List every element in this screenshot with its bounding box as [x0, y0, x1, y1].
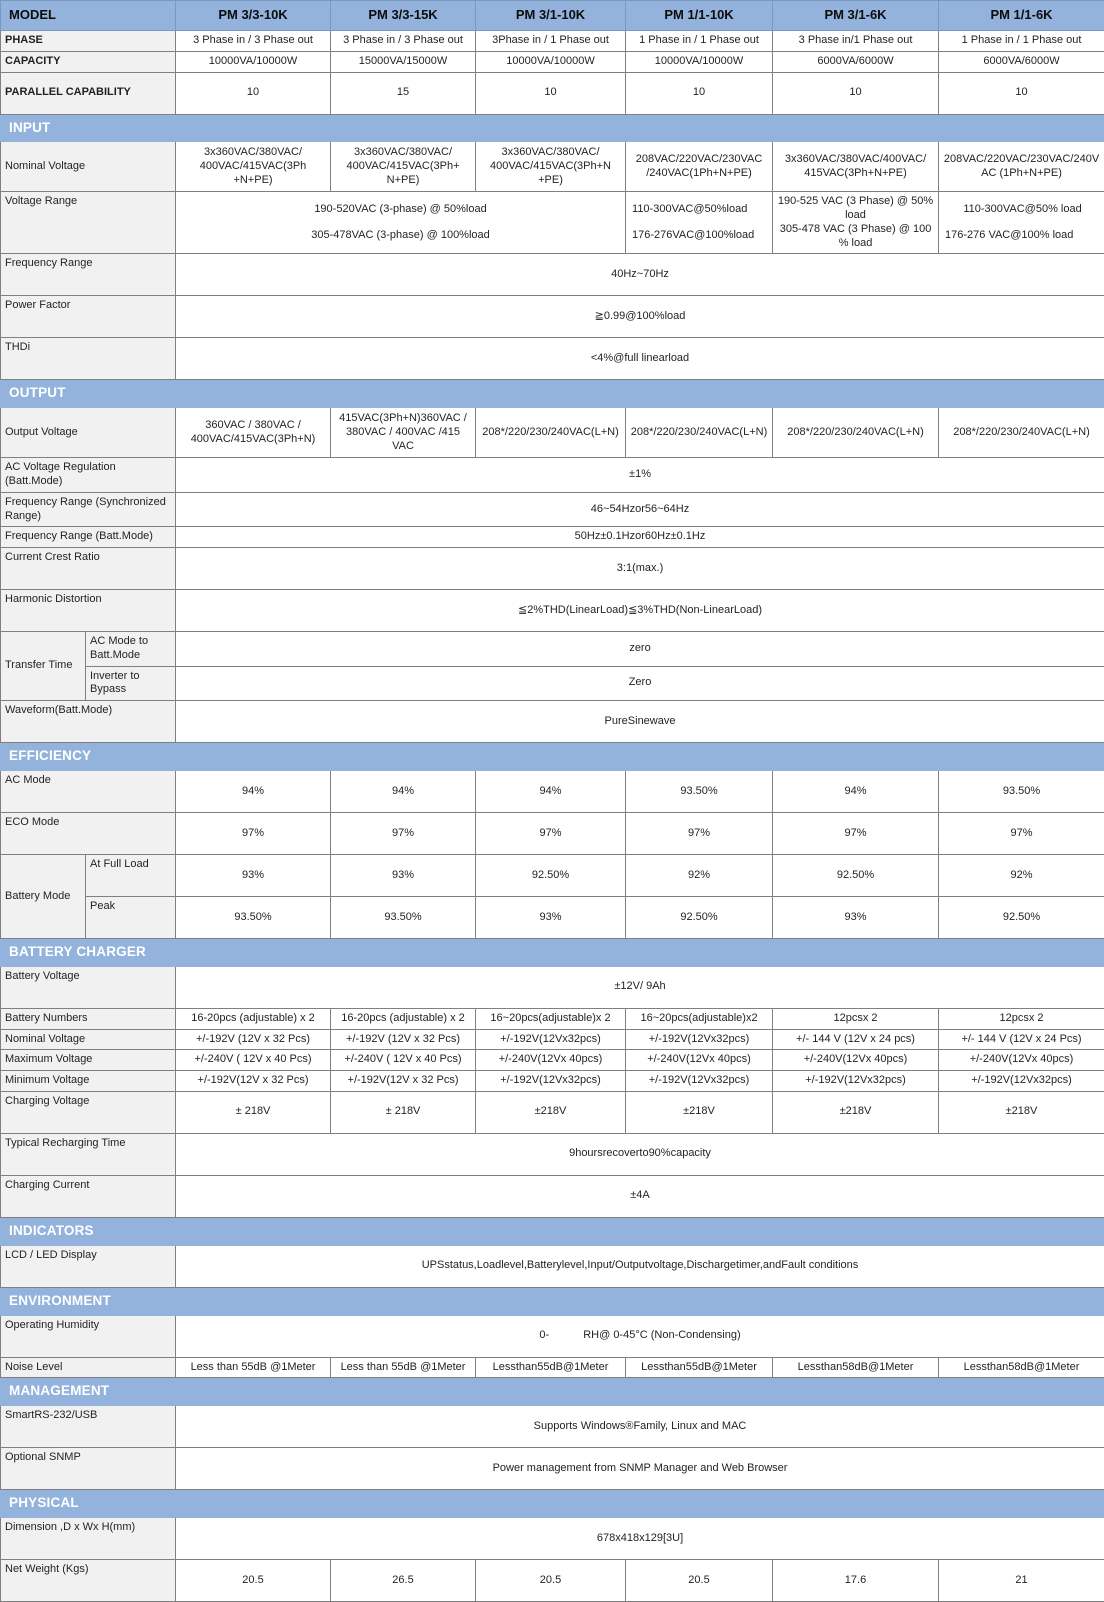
row-label-charging-current: Charging Current: [1, 1175, 176, 1217]
table-row-net-weight: [1, 1560, 1104, 1602]
cell-battery-maximum-voltage-5: +/-240V(12Vx 40pcs): [939, 1050, 1104, 1071]
cell-battery-nominal-voltage-4: +/- 144 V (12V x 24 pcs): [773, 1029, 939, 1050]
cell-thdi: <4%@full linearload: [176, 338, 1104, 380]
cell-peak-1: 93.50%: [331, 896, 476, 938]
table-row-frequency-sync: [1, 492, 1104, 527]
model-header-pm31-6k: PM 3/1-6K: [773, 1, 939, 31]
voltage-range-c5-100: 305-478 VAC (3 Phase) @ 100 % load: [777, 223, 934, 251]
cell-operating-humidity: [176, 1315, 1104, 1357]
cell-output-voltage-2: 208*/220/230/240VAC(L+N): [476, 408, 626, 458]
row-sublabel-ac-to-batt: AC Mode to Batt.Mode: [86, 632, 176, 667]
cell-transfer-ac-to-batt: zero: [176, 632, 1104, 667]
humidity-suffix: RH@ 0-45°C (Non-Condensing): [583, 1329, 740, 1341]
table-row-phase: [1, 31, 1104, 52]
cell-voltage-range-c6: [939, 192, 1104, 254]
cell-nominal-voltage-0: 3x360VAC/380VAC/ 400VAC/415VAC(3Ph +N+PE): [176, 142, 331, 192]
table-row-battery-voltage: [1, 966, 1104, 1008]
model-header-cell: MODEL: [1, 1, 176, 31]
cell-noise-level-2: Lessthan55dB@1Meter: [476, 1357, 626, 1378]
cell-output-voltage-5: 208*/220/230/240VAC(L+N): [939, 408, 1104, 458]
cell-eco-mode-2: 97%: [476, 812, 626, 854]
table-row-frequency-batt: [1, 527, 1104, 548]
cell-parallel-1: 15: [331, 72, 476, 114]
cell-battery-maximum-voltage-0: +/-240V ( 12V x 40 Pcs): [176, 1050, 331, 1071]
cell-eco-mode-5: 97%: [939, 812, 1104, 854]
cell-harmonic-distortion: ≦2%THD(LinearLoad)≦3%THD(Non-LinearLoad): [176, 590, 1104, 632]
cell-parallel-4: 10: [773, 72, 939, 114]
section-title-input: INPUT: [1, 114, 1104, 142]
voltage-range-c4-100: 176-276VAC@100%load: [632, 229, 768, 243]
cell-noise-level-0: Less than 55dB @1Meter: [176, 1357, 331, 1378]
cell-ac-mode-4: 94%: [773, 770, 939, 812]
cell-capacity-3: 10000VA/10000W: [626, 51, 773, 72]
cell-phase-5: 1 Phase in / 1 Phase out: [939, 31, 1104, 52]
cell-dimension: 678x418x129[3U]: [176, 1518, 1104, 1560]
cell-at-full-load-1: 93%: [331, 854, 476, 896]
table-row-battery-numbers: [1, 1008, 1104, 1029]
section-header-output: [1, 380, 1104, 408]
cell-battery-maximum-voltage-2: +/-240V(12Vx 40pcs): [476, 1050, 626, 1071]
cell-battery-numbers-2: 16~20pcs(adjustable)x 2: [476, 1008, 626, 1029]
cell-battery-minimum-voltage-2: +/-192V(12Vx32pcs): [476, 1071, 626, 1092]
model-header-pm11-6k: PM 1/1-6K: [939, 1, 1104, 31]
cell-net-weight-0: 20.5: [176, 1560, 331, 1602]
cell-at-full-load-2: 92.50%: [476, 854, 626, 896]
cell-battery-nominal-voltage-1: +/-192V (12V x 32 Pcs): [331, 1029, 476, 1050]
cell-smart-rs232-usb: Supports Windows®Family, Linux and MAC: [176, 1406, 1104, 1448]
cell-noise-level-5: Lessthan58dB@1Meter: [939, 1357, 1104, 1378]
cell-peak-5: 92.50%: [939, 896, 1104, 938]
section-header-battery-charger: [1, 938, 1104, 966]
table-row-battery-minimum-voltage: [1, 1071, 1104, 1092]
cell-waveform: PureSinewave: [176, 701, 1104, 743]
section-title-indicators: INDICATORS: [1, 1217, 1104, 1245]
cell-capacity-1: 15000VA/15000W: [331, 51, 476, 72]
cell-charging-voltage-4: ±218V: [773, 1091, 939, 1133]
cell-battery-numbers-1: 16-20pcs (adjustable) x 2: [331, 1008, 476, 1029]
model-header-pm33-15k: PM 3/3-15K: [331, 1, 476, 31]
cell-peak-3: 92.50%: [626, 896, 773, 938]
row-sublabel-at-full-load: At Full Load: [86, 854, 176, 896]
row-label-phase: PHASE: [1, 31, 176, 52]
voltage-range-spacer: [180, 217, 621, 229]
cell-charging-voltage-2: ±218V: [476, 1091, 626, 1133]
cell-parallel-0: 10: [176, 72, 331, 114]
voltage-range-c6-spacer: [945, 217, 1100, 229]
cell-nominal-voltage-5: 208VAC/220VAC/230VAC/240VAC (1Ph+N+PE): [939, 142, 1104, 192]
cell-capacity-2: 10000VA/10000W: [476, 51, 626, 72]
table-row-optional-snmp: [1, 1448, 1104, 1490]
cell-battery-nominal-voltage-0: +/-192V (12V x 32 Pcs): [176, 1029, 331, 1050]
table-row-noise-level: [1, 1357, 1104, 1378]
cell-capacity-0: 10000VA/10000W: [176, 51, 331, 72]
table-row-power-factor: [1, 296, 1104, 338]
section-header-environment: [1, 1287, 1104, 1315]
table-row-battery-maximum-voltage: [1, 1050, 1104, 1071]
section-header-indicators: [1, 1217, 1104, 1245]
cell-eco-mode-0: 97%: [176, 812, 331, 854]
cell-charging-voltage-0: ± 218V: [176, 1091, 331, 1133]
cell-phase-0: 3 Phase in / 3 Phase out: [176, 31, 331, 52]
cell-phase-2: 3Phase in / 1 Phase out: [476, 31, 626, 52]
row-label-net-weight: Net Weight (Kgs): [1, 1560, 176, 1602]
row-label-frequency-batt: Frequency Range (Batt.Mode): [1, 527, 176, 548]
cell-battery-minimum-voltage-4: +/-192V(12Vx32pcs): [773, 1071, 939, 1092]
cell-lcd-led-display: UPSstatus,Loadlevel,Batterylevel,Input/Outputvoltage,Dischargetimer,andFault conditions: [176, 1245, 1104, 1287]
row-label-frequency-range-input: Frequency Range: [1, 254, 176, 296]
table-row-smart-rs232-usb: [1, 1406, 1104, 1448]
table-row-waveform: [1, 701, 1104, 743]
cell-battery-minimum-voltage-0: +/-192V(12V x 32 Pcs): [176, 1071, 331, 1092]
cell-ac-mode-1: 94%: [331, 770, 476, 812]
cell-battery-nominal-voltage-2: +/-192V(12Vx32pcs): [476, 1029, 626, 1050]
row-label-smart-rs232-usb: SmartRS-232/USB: [1, 1406, 176, 1448]
cell-ac-mode-2: 94%: [476, 770, 626, 812]
table-row-charging-current: [1, 1175, 1104, 1217]
table-row-dimension: [1, 1518, 1104, 1560]
row-label-waveform: Waveform(Batt.Mode): [1, 701, 176, 743]
cell-phase-1: 3 Phase in / 3 Phase out: [331, 31, 476, 52]
cell-nominal-voltage-2: 3x360VAC/380VAC/ 400VAC/415VAC(3Ph+N +PE): [476, 142, 626, 192]
section-title-physical: PHYSICAL: [1, 1490, 1104, 1518]
cell-net-weight-4: 17.6: [773, 1560, 939, 1602]
cell-peak-0: 93.50%: [176, 896, 331, 938]
cell-eco-mode-1: 97%: [331, 812, 476, 854]
row-label-capacity: CAPACITY: [1, 51, 176, 72]
row-label-optional-snmp: Optional SNMP: [1, 1448, 176, 1490]
cell-at-full-load-0: 93%: [176, 854, 331, 896]
row-label-battery-maximum-voltage: Maximum Voltage: [1, 1050, 176, 1071]
cell-noise-level-1: Less than 55dB @1Meter: [331, 1357, 476, 1378]
cell-battery-voltage: ±12V/ 9Ah: [176, 966, 1104, 1008]
section-title-battery-charger: BATTERY CHARGER: [1, 938, 1104, 966]
cell-noise-level-3: Lessthan55dB@1Meter: [626, 1357, 773, 1378]
row-sublabel-peak: Peak: [86, 896, 176, 938]
cell-battery-numbers-5: 12pcsx 2: [939, 1008, 1104, 1029]
table-row-frequency-range-input: [1, 254, 1104, 296]
cell-output-voltage-1: 415VAC(3Ph+N)360VAC / 380VAC / 400VAC /415 VAC: [331, 408, 476, 458]
row-label-nominal-voltage: Nominal Voltage: [1, 142, 176, 192]
model-header-pm11-10k: PM 1/1-10K: [626, 1, 773, 31]
table-row-capacity: [1, 51, 1104, 72]
row-label-noise-level: Noise Level: [1, 1357, 176, 1378]
row-label-harmonic-distortion: Harmonic Distortion: [1, 590, 176, 632]
humidity-prefix: 0-: [539, 1329, 549, 1341]
table-row-at-full-load: [1, 854, 1104, 896]
cell-ac-voltage-regulation: ±1%: [176, 458, 1104, 493]
cell-ac-mode-5: 93.50%: [939, 770, 1104, 812]
section-title-efficiency: EFFICIENCY: [1, 743, 1104, 771]
section-title-environment: ENVIRONMENT: [1, 1287, 1104, 1315]
table-row-harmonic-distortion: [1, 590, 1104, 632]
row-label-output-voltage: Output Voltage: [1, 408, 176, 458]
row-label-recharging-time: Typical Recharging Time: [1, 1133, 176, 1175]
cell-noise-level-4: Lessthan58dB@1Meter: [773, 1357, 939, 1378]
cell-parallel-5: 10: [939, 72, 1104, 114]
table-row-battery-nominal-voltage: [1, 1029, 1104, 1050]
voltage-range-c4-50: 110-300VAC@50%load: [632, 203, 768, 217]
cell-battery-minimum-voltage-5: +/-192V(12Vx32pcs): [939, 1071, 1104, 1092]
cell-battery-numbers-4: 12pcsx 2: [773, 1008, 939, 1029]
table-row-transfer-inverter-to-bypass: [1, 666, 1104, 701]
table-row-recharging-time: [1, 1133, 1104, 1175]
cell-nominal-voltage-4: 3x360VAC/380VAC/400VAC/ 415VAC(3Ph+N+PE): [773, 142, 939, 192]
row-label-dimension: Dimension ,D x Wx H(mm): [1, 1518, 176, 1560]
cell-frequency-sync: 46~54Hzor56~64Hz: [176, 492, 1104, 527]
cell-frequency-batt: 50Hz±0.1Hzor60Hz±0.1Hz: [176, 527, 1104, 548]
cell-battery-minimum-voltage-3: +/-192V(12Vx32pcs): [626, 1071, 773, 1092]
cell-net-weight-1: 26.5: [331, 1560, 476, 1602]
row-label-charging-voltage: Charging Voltage: [1, 1091, 176, 1133]
row-label-voltage-range: Voltage Range: [1, 192, 176, 254]
table-row-charging-voltage: [1, 1091, 1104, 1133]
cell-battery-maximum-voltage-1: +/-240V ( 12V x 40 Pcs): [331, 1050, 476, 1071]
cell-battery-nominal-voltage-5: +/- 144 V (12V x 24 Pcs): [939, 1029, 1104, 1050]
cell-eco-mode-4: 97%: [773, 812, 939, 854]
cell-recharging-time: 9hoursrecoverto90%capacity: [176, 1133, 1104, 1175]
table-row-current-crest-ratio: [1, 548, 1104, 590]
row-label-battery-mode: Battery Mode: [1, 854, 86, 938]
model-header-pm31-10k: PM 3/1-10K: [476, 1, 626, 31]
table-row-operating-humidity: [1, 1315, 1104, 1357]
cell-capacity-5: 6000VA/6000W: [939, 51, 1104, 72]
cell-battery-maximum-voltage-3: +/-240V(12Vx 40pcs): [626, 1050, 773, 1071]
section-header-efficiency: [1, 743, 1104, 771]
row-label-thdi: THDi: [1, 338, 176, 380]
table-header-row: [1, 1, 1104, 31]
row-label-battery-numbers: Battery Numbers: [1, 1008, 176, 1029]
voltage-range-c6-50: 110-300VAC@50% load: [945, 203, 1100, 217]
section-header-physical: [1, 1490, 1104, 1518]
cell-frequency-range-input: 40Hz~70Hz: [176, 254, 1104, 296]
table-row-peak: [1, 896, 1104, 938]
cell-peak-2: 93%: [476, 896, 626, 938]
cell-net-weight-3: 20.5: [626, 1560, 773, 1602]
row-label-power-factor: Power Factor: [1, 296, 176, 338]
table-row-eco-mode: [1, 812, 1104, 854]
row-label-parallel-capability: PARALLEL CAPABILITY: [1, 72, 176, 114]
table-row-voltage-range: [1, 192, 1104, 254]
voltage-range-c4-spacer: [632, 217, 768, 229]
cell-battery-nominal-voltage-3: +/-192V(12Vx32pcs): [626, 1029, 773, 1050]
cell-phase-4: 3 Phase in/1 Phase out: [773, 31, 939, 52]
table-row-ac-voltage-regulation: [1, 458, 1104, 493]
cell-current-crest-ratio: 3:1(max.): [176, 548, 1104, 590]
table-row-parallel-capability: [1, 72, 1104, 114]
cell-output-voltage-3: 208*/220/230/240VAC(L+N): [626, 408, 773, 458]
cell-peak-4: 93%: [773, 896, 939, 938]
table-row-transfer-ac-to-batt: [1, 632, 1104, 667]
cell-charging-voltage-1: ± 218V: [331, 1091, 476, 1133]
cell-phase-3: 1 Phase in / 1 Phase out: [626, 31, 773, 52]
cell-battery-numbers-3: 16~20pcs(adjustable)x2: [626, 1008, 773, 1029]
table-row-output-voltage: [1, 408, 1104, 458]
model-header-pm33-10k: PM 3/3-10K: [176, 1, 331, 31]
row-label-operating-humidity: Operating Humidity: [1, 1315, 176, 1357]
cell-battery-maximum-voltage-4: +/-240V(12Vx 40pcs): [773, 1050, 939, 1071]
cell-net-weight-5: 21: [939, 1560, 1104, 1602]
cell-ac-mode-3: 93.50%: [626, 770, 773, 812]
cell-nominal-voltage-1: 3x360VAC/380VAC/ 400VAC/415VAC(3Ph+ N+PE): [331, 142, 476, 192]
table-row-thdi: [1, 338, 1104, 380]
cell-ac-mode-0: 94%: [176, 770, 331, 812]
cell-charging-current: ±4A: [176, 1175, 1104, 1217]
row-label-battery-minimum-voltage: Minimum Voltage: [1, 1071, 176, 1092]
row-label-battery-voltage: Battery Voltage: [1, 966, 176, 1008]
row-label-transfer-time: Transfer Time: [1, 632, 86, 701]
cell-power-factor: ≧0.99@100%load: [176, 296, 1104, 338]
row-label-eco-mode: ECO Mode: [1, 812, 176, 854]
row-label-ac-mode: AC Mode: [1, 770, 176, 812]
row-label-frequency-sync: Frequency Range (Synchronized Range): [1, 492, 176, 527]
section-header-management: [1, 1378, 1104, 1406]
section-title-management: MANAGEMENT: [1, 1378, 1104, 1406]
cell-parallel-3: 10: [626, 72, 773, 114]
cell-battery-minimum-voltage-1: +/-192V(12V x 32 Pcs): [331, 1071, 476, 1092]
cell-voltage-range-c5: [773, 192, 939, 254]
cell-voltage-range-3phase: [176, 192, 626, 254]
cell-eco-mode-3: 97%: [626, 812, 773, 854]
cell-net-weight-2: 20.5: [476, 1560, 626, 1602]
cell-charging-voltage-5: ±218V: [939, 1091, 1104, 1133]
cell-at-full-load-3: 92%: [626, 854, 773, 896]
cell-at-full-load-4: 92.50%: [773, 854, 939, 896]
row-label-ac-voltage-regulation: AC Voltage Regulation (Batt.Mode): [1, 458, 176, 493]
table-row-lcd-led-display: [1, 1245, 1104, 1287]
section-header-input: [1, 114, 1104, 142]
row-label-current-crest-ratio: Current Crest Ratio: [1, 548, 176, 590]
voltage-range-c6-100: 176-276 VAC@100% load: [945, 229, 1100, 243]
cell-charging-voltage-3: ±218V: [626, 1091, 773, 1133]
cell-nominal-voltage-3: 208VAC/220VAC/230VAC /240VAC(1Ph+N+PE): [626, 142, 773, 192]
voltage-range-c5-50: 190-525 VAC (3 Phase) @ 50% load: [777, 195, 934, 223]
cell-capacity-4: 6000VA/6000W: [773, 51, 939, 72]
cell-transfer-inverter-to-bypass: Zero: [176, 666, 1104, 701]
cell-at-full-load-5: 92%: [939, 854, 1104, 896]
voltage-range-3phase-50: 190-520VAC (3-phase) @ 50%load: [180, 203, 621, 217]
cell-battery-numbers-0: 16-20pcs (adjustable) x 2: [176, 1008, 331, 1029]
row-sublabel-inverter-to-bypass: Inverter to Bypass: [86, 666, 176, 701]
cell-voltage-range-c4: [626, 192, 773, 254]
voltage-range-3phase-100: 305-478VAC (3-phase) @ 100%load: [180, 229, 621, 243]
table-row-ac-mode: [1, 770, 1104, 812]
cell-parallel-2: 10: [476, 72, 626, 114]
row-label-battery-nominal-voltage: Nominal Voltage: [1, 1029, 176, 1050]
section-title-output: OUTPUT: [1, 380, 1104, 408]
row-label-lcd-led-display: LCD / LED Display: [1, 1245, 176, 1287]
cell-output-voltage-0: 360VAC / 380VAC / 400VAC/415VAC(3Ph+N): [176, 408, 331, 458]
table-row-nominal-voltage-input: [1, 142, 1104, 192]
cell-optional-snmp: Power management from SNMP Manager and Web Browser: [176, 1448, 1104, 1490]
cell-output-voltage-4: 208*/220/230/240VAC(L+N): [773, 408, 939, 458]
